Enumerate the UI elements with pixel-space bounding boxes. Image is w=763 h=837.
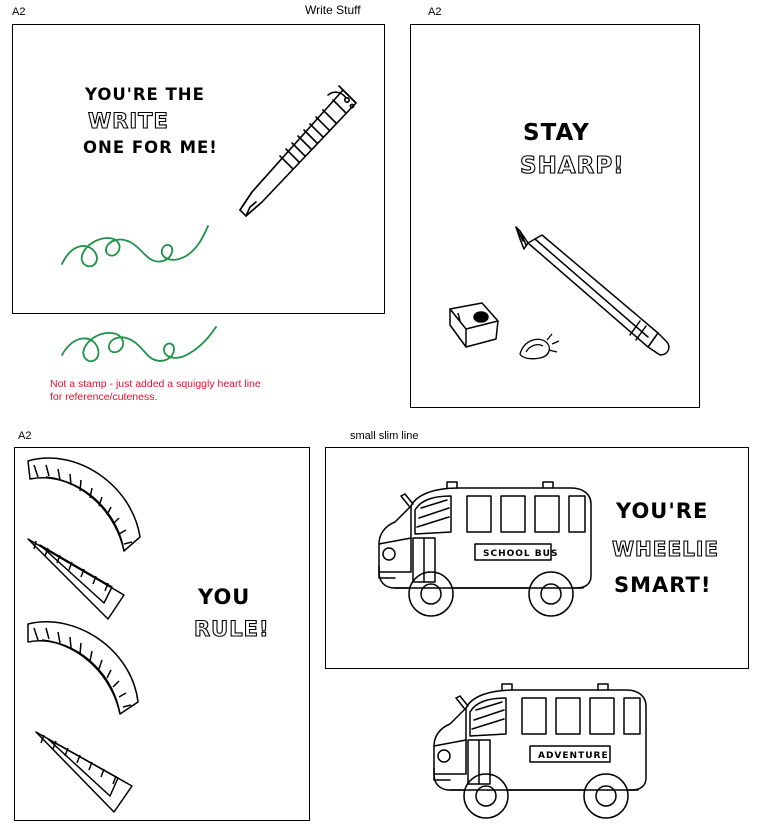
heart-squiggle-reference [60, 325, 220, 380]
page-title: Write Stuff [305, 3, 361, 17]
card-bus-line-3: SMART! [614, 573, 712, 597]
card-pen-text-block [80, 80, 218, 175]
pencil-shavings-icon [516, 332, 562, 362]
pen-icon [200, 78, 365, 228]
protractor-icon-2 [18, 620, 148, 730]
card-pen-size-label: A2 [12, 6, 26, 18]
card-pencil-text-block [520, 115, 630, 195]
school-bus-icon [355, 470, 605, 640]
card-ruler-line-2: RULE! [194, 617, 270, 641]
card-bus-size-label: small slim line [350, 430, 419, 442]
card-pencil-size-label: A2 [428, 6, 442, 18]
card-bus-line-2: WHEELIE [612, 537, 719, 561]
adventure-bus-icon [410, 672, 660, 837]
card-bus-line-1: YOU'RE [616, 499, 709, 523]
triangle-ruler-icon-1 [20, 525, 135, 635]
reference-note: Not a stamp - just added a squiggly heart line for reference/cuteness. [50, 378, 261, 404]
card-pencil-line-2: SHARP! [520, 153, 625, 179]
card-bus-text-block [612, 490, 727, 610]
card-ruler-size-label: A2 [18, 430, 32, 442]
card-pencil-line-1: STAY [523, 120, 590, 146]
triangle-ruler-icon-2 [28, 720, 143, 825]
card-pen-line-3: ONE FOR ME! [83, 138, 218, 157]
adventure-banner-text: ADVENTURE [538, 751, 609, 761]
card-ruler-line-1: YOU [198, 585, 251, 609]
bus-banner-text: SCHOOL BUS [483, 549, 559, 559]
card-pen-line-1: YOU'RE THE [85, 85, 205, 104]
card-pen-line-2: WRITE [88, 109, 169, 133]
pencil-sharpener-icon [440, 295, 510, 355]
card-ruler-text-block [192, 580, 282, 660]
heart-squiggle-in-card [60, 220, 210, 275]
